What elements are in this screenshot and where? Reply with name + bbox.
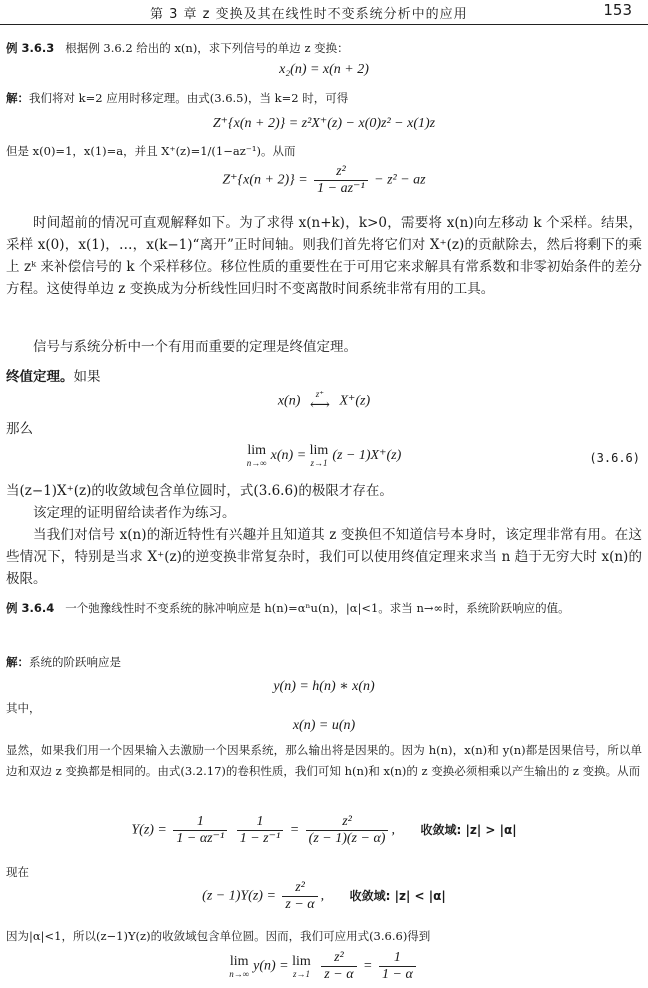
final-value-theorem-heading — [6, 366, 642, 388]
theorem-label-rest: 如果 — [73, 369, 101, 385]
fraction-num: 1 — [237, 814, 283, 831]
conclusion-text: 因为|α|<1，所以(z−1)Y(z)的收敛域包含单位圆。因而，我们可应用式(3.6.6)得到 — [6, 929, 431, 943]
equation-x2: x₂(n) = x(n + 2) — [279, 62, 369, 77]
example-statement: 根据例 3.6.2 给出的 x(n)，求下列信号的单边 z 变换： — [65, 41, 349, 55]
lim-symbol: lim — [229, 953, 249, 969]
lim-symbol: lim — [309, 443, 329, 458]
result-right: − z² − az — [374, 172, 426, 188]
paragraph-time-advance: 时间超前的情况可直观解释如下。为了求得 x(n+k)，k>0，需要将 x(n)向左移动 k 个采样。结果，采样 x(0)，x(1)，…，x(k−1)“离开”正时间轴。则我们首先将它们对 X⁺(z)的贡献除去，然后将剩下的乘上 zᵏ 来补偿信号的 k 个采样移位。移位性质的重要性在于可用它来求解具有常系数和非零初始条件的差分方程。这使得单边 z 变换成为分析线性回归时不变离散时间系统非常有用的工具。 — [6, 215, 642, 297]
solution-label: 解： — [6, 655, 29, 669]
proof-note: 该定理的证明留给读者作为练习。 — [33, 505, 236, 521]
theorem-label: 终值定理。 — [6, 369, 74, 385]
usage-paragraph: 当我们对信号 x(n)的渐近特性有兴趣并且知道其 z 变换但不知道信号本身时，该定理非常有用。在这些情况下，特别是当求 X⁺(z)的逆变换非常复杂时，我们可以使用终值定理来求当 n 趋于无穷大时 x(n)的极限。 — [6, 527, 642, 587]
final-fraction-2 — [379, 950, 416, 983]
final-fraction-1 — [321, 950, 356, 983]
equation-zY: (z − 1)Y(z) = $\frac{\text{z²}}{z - \alpha}$ , 收敛域: |z| < |α| — [202, 880, 446, 912]
page-header — [0, 0, 648, 25]
lim-subscript: n→∞ — [229, 968, 250, 979]
lim-subscript: z→1 — [310, 458, 328, 468]
zY-fraction — [282, 880, 317, 913]
chapter-title: 第 3 章 z 变换及其在线性时不变系统分析中的应用 — [150, 7, 468, 22]
page-number: 153 — [603, 1, 632, 19]
Y-fraction-2 — [237, 814, 283, 847]
lim-subscript: z→1 — [292, 968, 310, 979]
example-3-6-3-statement — [6, 38, 642, 59]
equation-shift-result — [0, 164, 648, 197]
fraction-den: z − α — [285, 897, 315, 912]
solution-intro-2 — [6, 652, 642, 673]
then-text: 那么 — [6, 421, 33, 437]
example-label: 例 3.6.3 — [6, 41, 55, 55]
result-fraction — [314, 164, 367, 197]
zY-left: (z − 1)Y(z) = — [202, 888, 276, 904]
fraction-num: z² — [321, 950, 356, 967]
Y-left: Y(z) = — [131, 822, 167, 838]
limit-z — [292, 955, 311, 979]
lim-symbol: lim — [292, 953, 311, 969]
example-statement: 一个弛豫线性时不变系统的脉冲响应是 h(n)=αⁿu(n)，|α|<1。求当 n→∞时，系统阶跃响应的值。 — [65, 601, 570, 615]
lim-subscript: n→∞ — [246, 458, 267, 468]
equation-final-limit — [0, 950, 648, 983]
paragraph-final-intro: 信号与系统分析中一个有用而重要的定理是终值定理。 — [33, 339, 357, 355]
fraction-num: 1 — [379, 950, 416, 967]
Y-roc: 收敛域: |z| > |α| — [420, 822, 517, 837]
now-text: 现在 — [6, 865, 29, 879]
pair-arrow — [310, 390, 330, 413]
solution-intro — [6, 88, 642, 109]
double-arrow-icon: ⟷ — [309, 398, 330, 413]
Y-fraction-1 — [173, 814, 227, 847]
equation-3-6-6 — [0, 444, 648, 468]
solution-text: 我们将对 k=2 应用时移定理。由式(3.6.5)，当 k=2 时，可得 — [29, 91, 349, 105]
result-left: Z⁺{x(n + 2)} = — [222, 172, 308, 188]
explanation-paragraph: 显然，如果我们用一个因果输入去激励一个因果系统，那么输出将是因果的。因为 h(n)，x(n)和 y(n)都是因果信号，所以单边和双边 z 变换都是相同的。由式(3.2.17)的卷积性质，我们可知 h(n)和 x(n)的 z 变换必须相乘以产生输出的 z 变换。从而 — [6, 743, 642, 778]
Y-fraction-3 — [306, 814, 389, 847]
limit-n — [247, 444, 267, 468]
pair-right: X⁺(z) — [339, 393, 371, 409]
zY-roc: 收敛域: |z| < |α| — [349, 888, 446, 903]
lim2-expr: (z − 1)X⁺(z) — [332, 448, 402, 464]
example-label: 例 3.6.4 — [6, 601, 55, 615]
equation-shift: Z⁺{x(n + 2)} = z²X⁺(z) − x(0)z² − x(1)z — [212, 116, 436, 131]
equation-transform-pair — [0, 390, 648, 413]
where-text: 其中， — [6, 701, 41, 715]
final-equals: = — [363, 958, 373, 974]
fraction-den: (z − 1)(z − α) — [308, 831, 386, 846]
limit-n — [229, 955, 249, 979]
lim1-expr: x(n) = — [270, 448, 307, 464]
solution-text: 系统的阶跃响应是 — [29, 655, 121, 669]
condition-text: 当(z−1)X⁺(z)的收敛域包含单位圆时，式(3.6.6)的极限才存在。 — [6, 483, 393, 499]
example-3-6-4-statement — [6, 598, 642, 619]
lim-symbol: lim — [247, 443, 267, 458]
limit-z — [310, 444, 329, 468]
fraction-den: 1 − αz⁻¹ — [176, 831, 225, 846]
equation-Y: Y(z) = $\frac{1}{\text{1 − αz⁻¹}}$ $\frac{1}{\text{1 − z⁻¹}}$ = $\frac{\text{z²}}{(z - 1)(z - \alpha)}$ , 收敛域: |z| > |α| — [131, 814, 517, 846]
lim-a-expr: y(n) = — [253, 958, 289, 974]
equation-convolution: y(n) = h(n) ∗ x(n) — [273, 679, 375, 694]
fraction-num: z² — [306, 814, 389, 831]
fraction-den: 1 − α — [382, 967, 413, 982]
given-values: 但是 x(0)=1，x(1)=a，并且 X⁺(z)=1/(1−az⁻¹)。从而 — [6, 144, 296, 158]
equation-number: (3.6.6) — [589, 451, 640, 465]
fraction-den: 1 − z⁻¹ — [239, 831, 281, 846]
equation-unit-step: x(n) = u(n) — [292, 718, 356, 733]
Y-equals: = — [289, 822, 300, 838]
pair-arrow-label: z⁺ — [315, 389, 325, 399]
fraction-num: z² — [282, 880, 317, 897]
fraction-den: z − α — [324, 967, 354, 982]
result-den: 1 − az⁻¹ — [317, 181, 365, 196]
pair-left: x(n) — [277, 393, 301, 409]
fraction-num: 1 — [173, 814, 227, 831]
result-num: z² — [314, 164, 367, 181]
solution-label: 解： — [6, 91, 29, 105]
